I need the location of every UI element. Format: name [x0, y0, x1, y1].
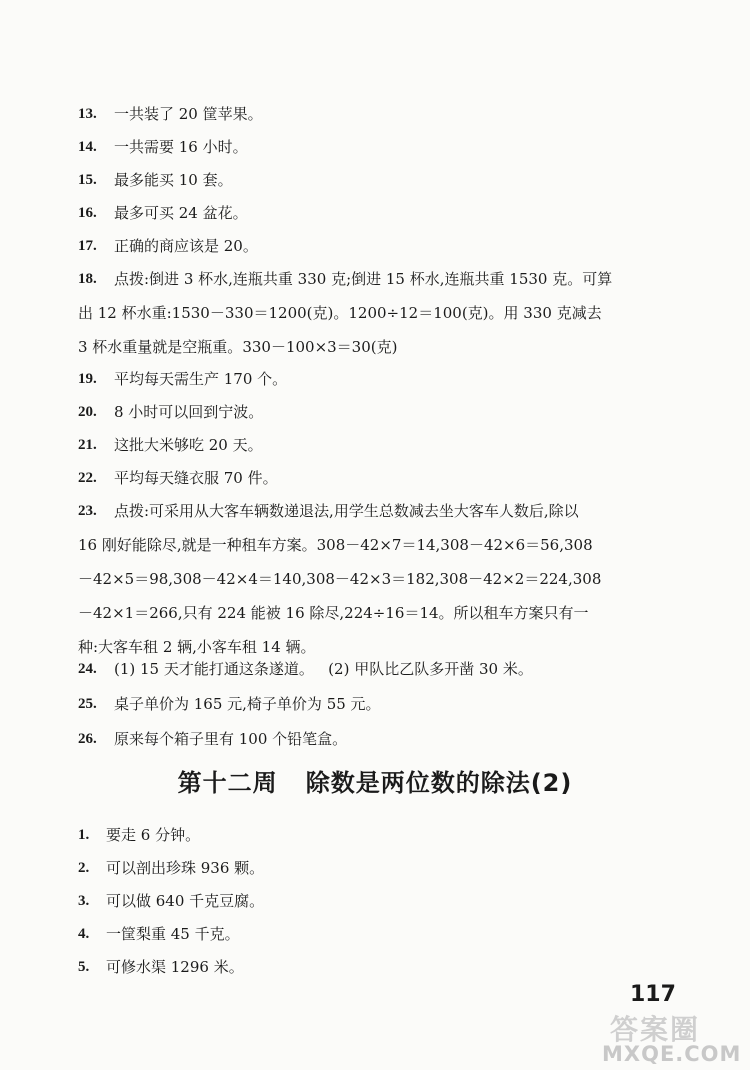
- answer-item-13: [78, 97, 648, 131]
- answer-item-19: [78, 362, 648, 396]
- answer-item-26: [78, 722, 648, 756]
- item-text: 一共需要 16 小时。: [114, 138, 248, 156]
- item-number: 5.: [78, 959, 90, 975]
- item-number: 19.: [78, 371, 97, 387]
- item-text: 要走 6 分钟。: [106, 826, 201, 844]
- watermark-logo: 答案圈: [610, 1013, 701, 1046]
- item-text: 桌子单价为 165 元,椅子单价为 55 元。: [114, 695, 381, 713]
- item-text-line: －42×5＝98,308－42×4＝140,308－42×3＝182,308－42×2＝224,308: [78, 570, 602, 588]
- answer-item-17: [78, 229, 648, 263]
- item-text: 最多可买 24 盆花。: [114, 204, 248, 222]
- item-number: 22.: [78, 470, 97, 486]
- item-text-line: 点拨:可采用从大客车辆数递退法,用学生总数减去坐大客车人数后,除以: [114, 502, 579, 520]
- item-number: 14.: [78, 139, 97, 155]
- answer-item-3: [78, 884, 648, 918]
- answer-item-2: [78, 851, 648, 885]
- item-number: 23.: [78, 503, 97, 519]
- item-text: 可修水渠 1296 米。: [106, 958, 244, 976]
- answer-item-18: [78, 262, 648, 364]
- answer-item-21: [78, 428, 648, 462]
- answer-item-16: [78, 196, 648, 230]
- answer-item-1: [78, 818, 648, 852]
- item-number: 18.: [78, 271, 97, 287]
- item-text: 8 小时可以回到宁波。: [114, 403, 264, 421]
- item-text: (1) 15 天才能打通这条遂道。 (2) 甲队比乙队多开凿 30 米。: [114, 660, 533, 678]
- item-number: 26.: [78, 731, 97, 747]
- answer-item-5: [78, 950, 648, 984]
- item-number: 2.: [78, 860, 90, 876]
- item-number: 24.: [78, 661, 97, 677]
- item-text-line: 16 刚好能除尽,就是一种租车方案。308－42×7＝14,308－42×6＝56,308: [78, 536, 593, 554]
- item-text: 可以做 640 千克豆腐。: [106, 892, 265, 910]
- item-number: 15.: [78, 172, 97, 188]
- item-number: 25.: [78, 696, 97, 712]
- answer-item-20: [78, 395, 648, 429]
- answer-item-15: [78, 163, 648, 197]
- item-text: 一共装了 20 筐苹果。: [114, 105, 263, 123]
- answer-item-24: [78, 652, 648, 686]
- item-number: 1.: [78, 827, 90, 843]
- item-number: 17.: [78, 238, 97, 254]
- item-text: 正确的商应该是 20。: [114, 237, 258, 255]
- watermark-url: MXQE.COM: [602, 1042, 742, 1066]
- item-text: 原来每个箱子里有 100 个铅笔盒。: [114, 730, 348, 748]
- item-number: 20.: [78, 404, 97, 420]
- answer-item-4: [78, 917, 648, 951]
- item-number: 4.: [78, 926, 90, 942]
- item-text-line: －42×1＝266,只有 224 能被 16 除尽,224÷16＝14。所以租车方案只有一: [78, 604, 589, 622]
- answer-item-23: [78, 494, 648, 664]
- page-number: 117: [630, 982, 676, 1007]
- item-text: 平均每天缝衣服 70 件。: [114, 469, 278, 487]
- item-text-line: 3 杯水重量就是空瓶重。330－100×3＝30(克): [78, 338, 398, 356]
- item-number: 16.: [78, 205, 97, 221]
- item-text-line: 种:大客车租 2 辆,小客车租 14 辆。: [78, 638, 316, 656]
- item-number: 13.: [78, 106, 97, 122]
- item-text: 一筐梨重 45 千克。: [106, 925, 240, 943]
- item-text-line: 点拨:倒进 3 杯水,连瓶共重 330 克;倒进 15 杯水,连瓶共重 1530 克。可算: [114, 270, 613, 288]
- answer-item-14: [78, 130, 648, 164]
- item-text: 平均每天需生产 170 个。: [114, 370, 288, 388]
- item-number: 21.: [78, 437, 97, 453]
- answer-item-25: [78, 687, 648, 721]
- item-number: 3.: [78, 893, 90, 909]
- item-text-line: 出 12 杯水重:1530－330＝1200(克)。1200÷12＝100(克)。用 330 克减去: [78, 304, 602, 322]
- item-text: 最多能买 10 套。: [114, 171, 233, 189]
- section-heading: 第十二周 除数是两位数的除法(2): [177, 769, 573, 797]
- answer-item-22: [78, 461, 648, 495]
- item-text: 这批大米够吃 20 天。: [114, 436, 263, 454]
- item-text: 可以剖出珍珠 936 颗。: [106, 859, 265, 877]
